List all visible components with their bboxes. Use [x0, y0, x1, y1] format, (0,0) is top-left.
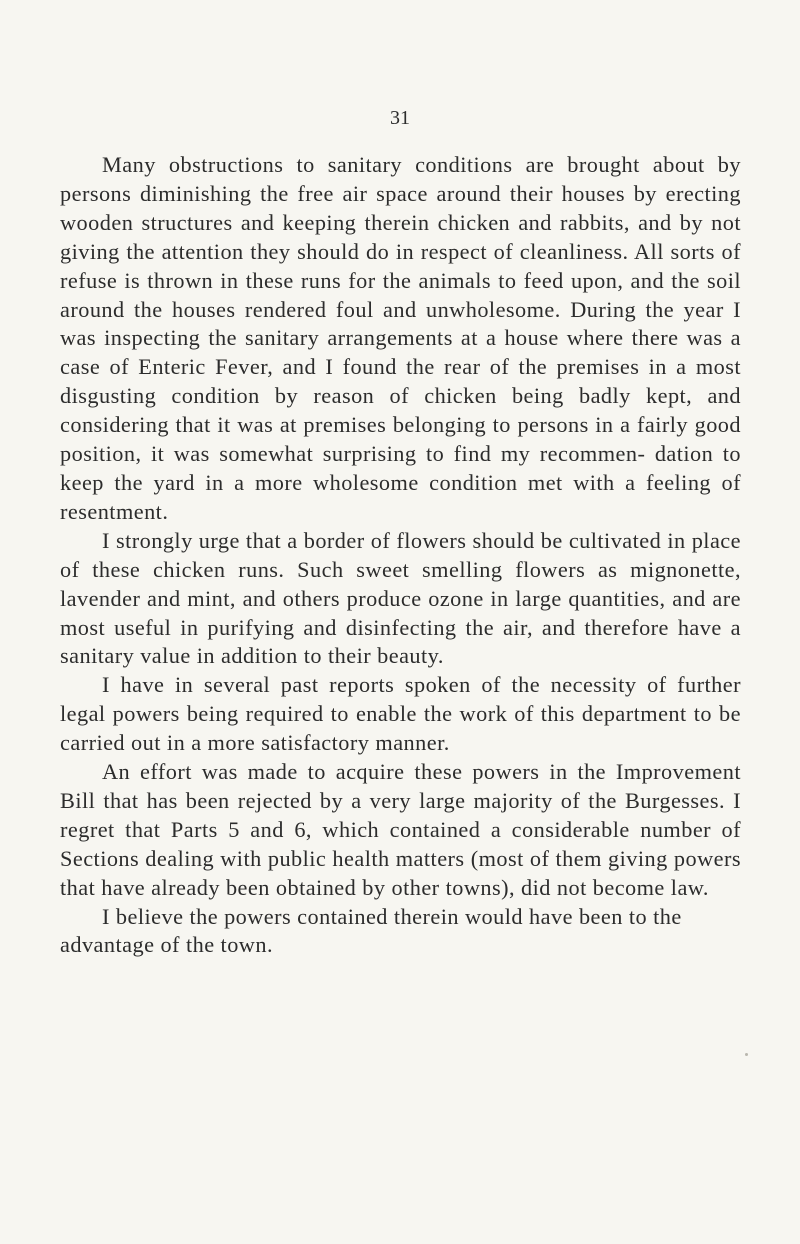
- paper-speck: [745, 1053, 748, 1056]
- paragraph-flower-border: I strongly urge that a border of flowers should be cultivated in place of these chicken runs. Such sweet smelling flowers as mignonette, lavender and mint, and others produce ozone in large quantities, and are most useful in purifying and disinfecting the air, and therefore have a sanitary value in addition to their beauty.: [60, 527, 741, 669]
- page-number: 31: [390, 107, 410, 129]
- paragraph-conclusion: I believe the powers contained therein would have been to the advantage of the town.: [60, 903, 682, 958]
- paragraph-legal-powers: I have in several past reports spoken of the necessity of further legal powers being required to enable the work of this department to be carried out in a more satisfactory manner.: [60, 672, 741, 756]
- body-text: [60, 151, 741, 960]
- paragraph-improvement-bill: An effort was made to acquire these powers in the Improvement Bill that has been rejected by a very large majority of the Burgesses. I regret that Parts 5 and 6, which contained a considerable number of Sections dealing with public health matters (most of them giving powers that have already been obtained by other towns), did not become law.: [60, 759, 741, 900]
- paragraph-sanitary-obstructions: Many obstructions to sanitary conditions are brought about by persons diminishing the free air space around their houses by erecting wooden structures and keeping therein chicken and rabbits, and by not giving the attention they should do in respect of cleanliness. All sorts of refuse is thrown in these runs for the animals to feed upon, and the soil around the houses rendered foul and unwholesome. During the year I was inspecting the sanitary arrangements at a house where there was a case of Enteric Fever, and I found the rear of the premises in a most disgusting condition by reason of chicken being badly kept, and considering that it was at premises belonging to persons in a fairly good position, it was somewhat surprising to find my recommen- dation to keep the yard in a more wholesome condition met with a feeling of resentment.: [60, 152, 741, 524]
